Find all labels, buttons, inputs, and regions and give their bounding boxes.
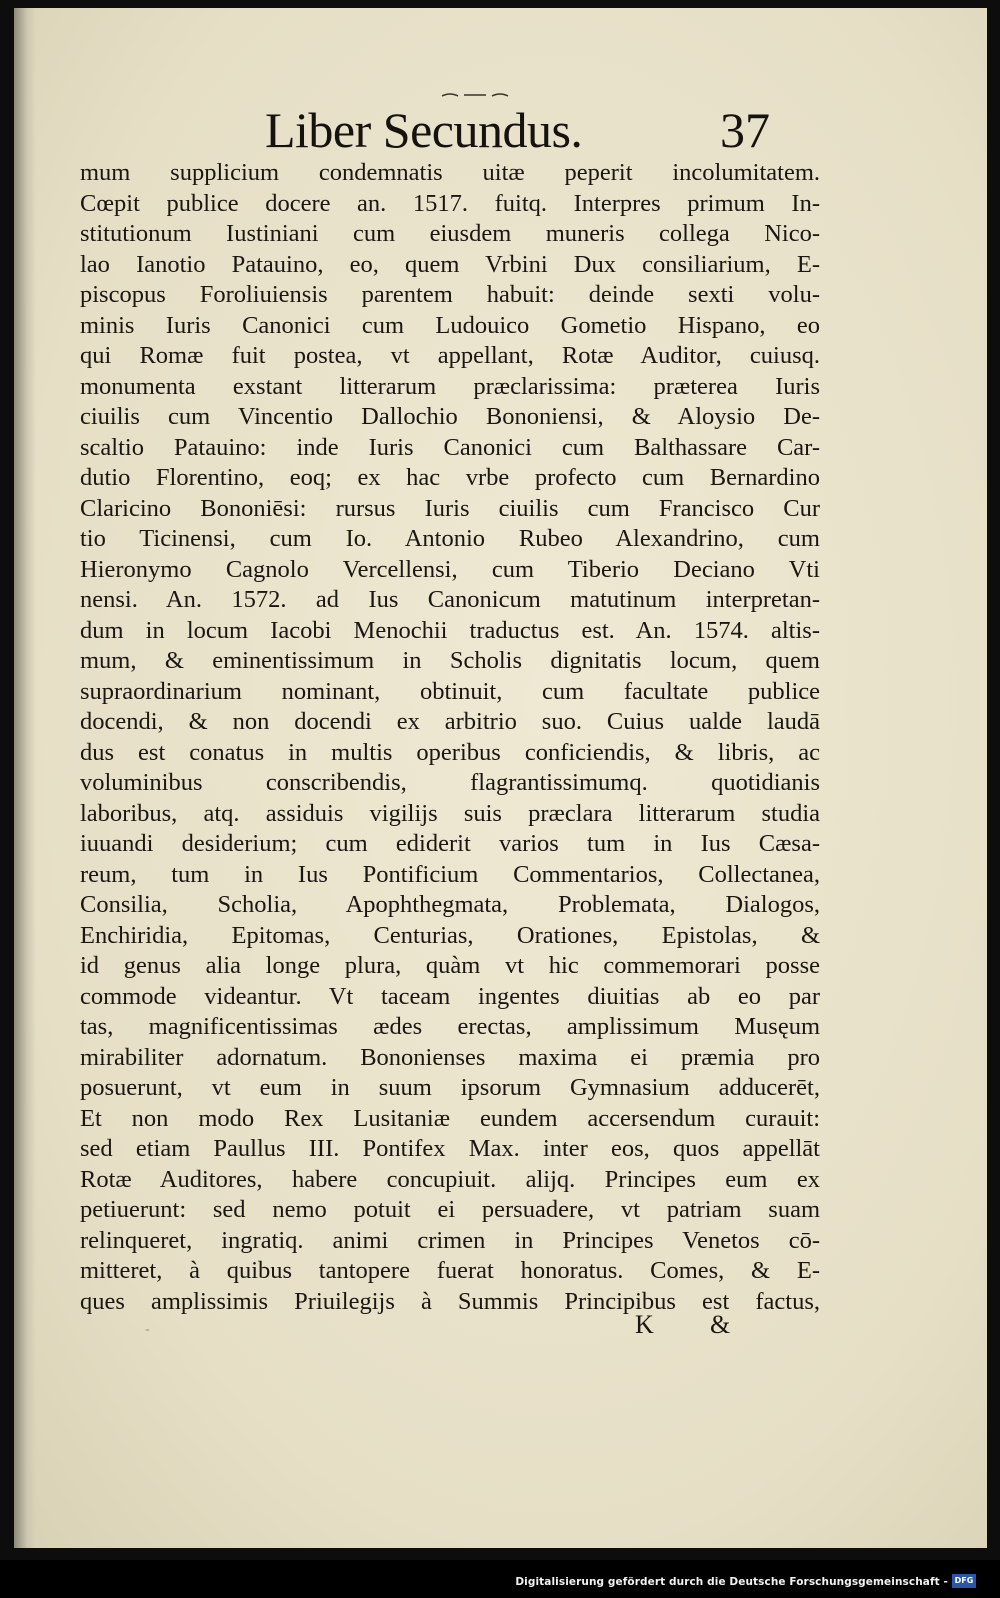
- text-line: mum supplicium condemnatis uitæ peperit incolumitatem.: [80, 159, 820, 186]
- text-line: id genus alia longe plura, quàm vt hic commemorari posse: [80, 952, 820, 979]
- page-spine-shadow: [14, 8, 36, 1548]
- funding-credit: Digitalisierung gefördert durch die Deutsche Forschungsgemeinschaft -: [515, 1576, 948, 1588]
- text-line: monumenta exstant litterarum præclarissima: præterea Iuris: [80, 372, 820, 400]
- text-line: qui Romæ fuit postea, vt appellant, Rotæ Auditor, cuiusq.: [80, 342, 820, 369]
- text-line: ciuilis cum Vincentio Dallochio Bononiensi, & Aloysio De-: [80, 403, 820, 430]
- text-line: lao Ianotio Patauino, eo, quem Vrbini Dux consiliarium, E-: [80, 250, 820, 278]
- text-line: Et non modo Rex Lusitaniæ eundem accersendum curauit:: [80, 1104, 820, 1132]
- text-line: voluminibus conscribendis, flagrantissimumq. quotidianis: [80, 769, 820, 796]
- page-header: [0, 100, 1000, 160]
- text-line: Rotæ Auditores, habere concupiuit. alijq. Principes eum ex: [80, 1165, 820, 1193]
- text-line: mitteret, à quibus tantopere fuerat honoratus. Comes, & E-: [80, 1257, 820, 1284]
- text-line: Claricino Bononiēsi: rursus Iuris ciuilis cum Francisco Cur: [80, 494, 820, 522]
- margin-mark: -: [145, 1322, 150, 1337]
- catchword: &: [710, 1310, 731, 1339]
- text-line: tio Ticinensi, cum Io. Antonio Rubeo Alexandrino, cum: [80, 525, 820, 552]
- text-line: sed etiam Paullus III. Pontifex Max. inter eos, quos appellāt: [80, 1135, 820, 1162]
- text-line: docendi, & non docendi ex arbitrio suo. Cuius ualde laudā: [80, 708, 820, 735]
- text-line: Hieronymo Cagnolo Vercellensi, cum Tiberio Deciano Vti: [80, 555, 820, 583]
- text-line: ques amplissimis Priuilegijs à Summis Principibus est factus,: [80, 1287, 820, 1315]
- text-line: minis Iuris Canonici cum Ludouico Gometio Hispano, eo: [80, 311, 820, 339]
- signature-mark: K: [635, 1310, 654, 1339]
- text-line: mirabiliter adornatum. Bononienses maxima ei præmia pro: [80, 1043, 820, 1071]
- text-line: Enchiridia, Epitomas, Centurias, Orationes, Epistolas, &: [80, 921, 820, 949]
- running-title: Liber Secundus.: [265, 102, 583, 158]
- text-line: dum in locum Iacobi Menochii traductus est. An. 1574. altis-: [80, 616, 820, 644]
- body-text: [80, 158, 820, 1317]
- text-line: piscopus Foroliuiensis parentem habuit: deinde sexti volu-: [80, 281, 820, 308]
- dfg-logo: DFG: [952, 1574, 976, 1588]
- digitization-footer: [0, 1560, 1000, 1598]
- text-line: laboribus, atq. assiduis vigilijs suis præclara litterarum studia: [80, 799, 820, 827]
- page-number: 37: [720, 102, 770, 158]
- text-line: scaltio Patauino: inde Iuris Canonici cum Balthassare Car-: [80, 433, 820, 461]
- text-line: dutio Florentino, eoq; ex hac vrbe profecto cum Bernardino: [80, 464, 820, 491]
- text-line: dus est conatus in multis operibus conficiendis, & libris, ac: [80, 738, 820, 766]
- text-line: tas, magnificentissimas ædes erectas, amplissimum Musęum: [80, 1013, 820, 1040]
- text-line: posuerunt, vt eum in suum ipsorum Gymnasium adducerēt,: [80, 1074, 820, 1101]
- header-ornament: [440, 90, 510, 100]
- text-line: relinqueret, ingratiq. animi crimen in Principes Venetos cō-: [80, 1226, 820, 1254]
- text-line: commode videantur. Vt taceam ingentes diuitias ab eo par: [80, 982, 820, 1010]
- text-line: reum, tum in Ius Pontificium Commentarios, Collectanea,: [80, 860, 820, 888]
- text-line: petiuerunt: sed nemo potuit ei persuadere, vt patriam suam: [80, 1196, 820, 1223]
- text-line: iuuandi desiderium; cum ediderit varios tum in Ius Cæsa-: [80, 830, 820, 857]
- text-line: stitutionum Iustiniani cum eiusdem muneris collega Nico-: [80, 220, 820, 247]
- text-line: nensi. An. 1572. ad Ius Canonicum matutinum interpretan-: [80, 586, 820, 613]
- text-line: Consilia, Scholia, Apophthegmata, Problemata, Dialogos,: [80, 891, 820, 918]
- text-line: Cœpit publice docere an. 1517. fuitq. Interpres primum In-: [80, 189, 820, 217]
- text-line: supraordinarium nominant, obtinuit, cum facultate publice: [80, 677, 820, 705]
- text-line: mum, & eminentissimum in Scholis dignitatis locum, quem: [80, 647, 820, 674]
